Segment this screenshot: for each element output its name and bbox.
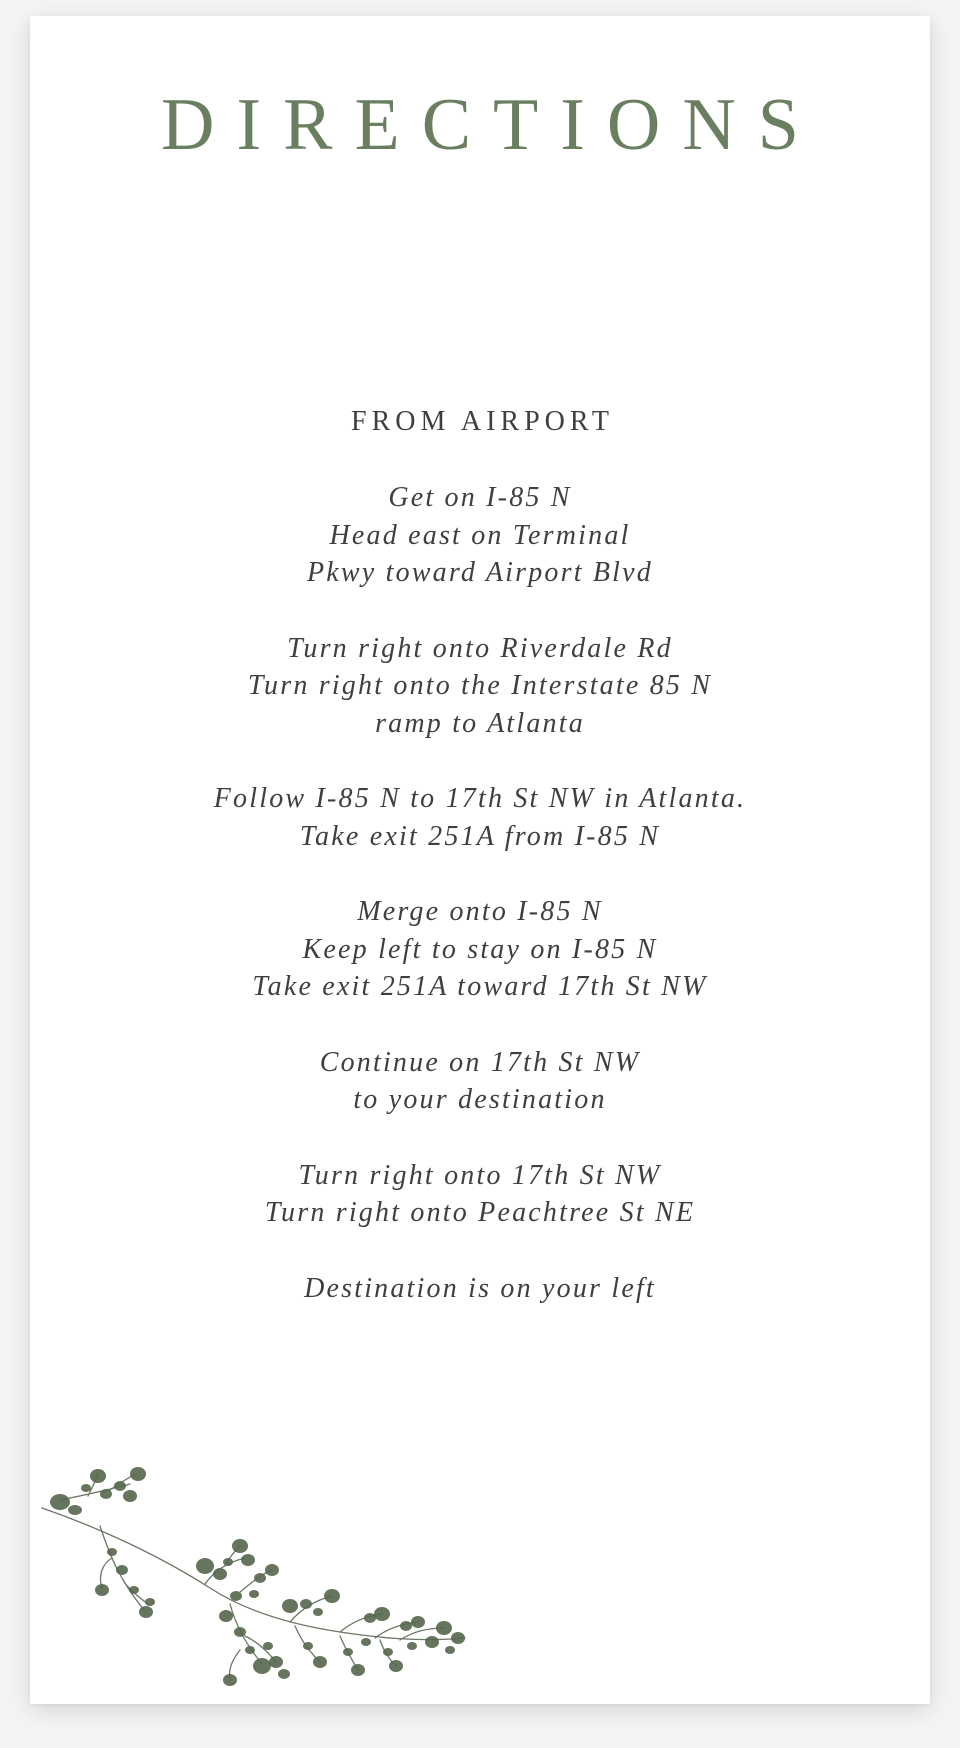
directions-card (30, 16, 930, 1704)
direction-line: Pkwy toward Airport Blvd (306, 557, 653, 588)
direction-line: Take exit 251A toward 17th St NW (252, 971, 708, 1002)
section-heading: FROM AIRPORT (351, 406, 614, 437)
direction-line: Keep left to stay on I-85 N (302, 933, 658, 965)
direction-step (30, 780, 930, 855)
botanical-sprig-icon (40, 1466, 480, 1696)
direction-line: Follow I-85 N to 17th St NW in Atlanta. (213, 783, 747, 814)
direction-line: Head east on Terminal (329, 519, 631, 551)
direction-step (30, 1157, 930, 1232)
direction-line: Turn right onto 17th St NW (298, 1159, 662, 1191)
directions-list (30, 479, 930, 1345)
direction-step (30, 479, 930, 592)
direction-line: ramp to Atlanta (375, 707, 585, 739)
direction-line: Take exit 251A from I-85 N (299, 820, 661, 852)
direction-step (30, 1270, 930, 1308)
direction-line: Get on I-85 N (388, 482, 572, 513)
direction-line: Continue on 17th St NW (319, 1046, 641, 1078)
direction-step (30, 630, 930, 743)
direction-line: to your destination (353, 1084, 607, 1115)
direction-step (30, 1044, 930, 1119)
page-title: DIRECTIONS (161, 84, 821, 166)
direction-line: Merge onto I-85 N (357, 896, 603, 927)
direction-step (30, 893, 930, 1006)
direction-line: Turn right onto Peachtree St NE (264, 1197, 696, 1228)
direction-line: Turn right onto Riverdale Rd (287, 632, 673, 664)
direction-line: Destination is on your left (304, 1272, 656, 1304)
direction-line: Turn right onto the Interstate 85 N (247, 670, 713, 701)
